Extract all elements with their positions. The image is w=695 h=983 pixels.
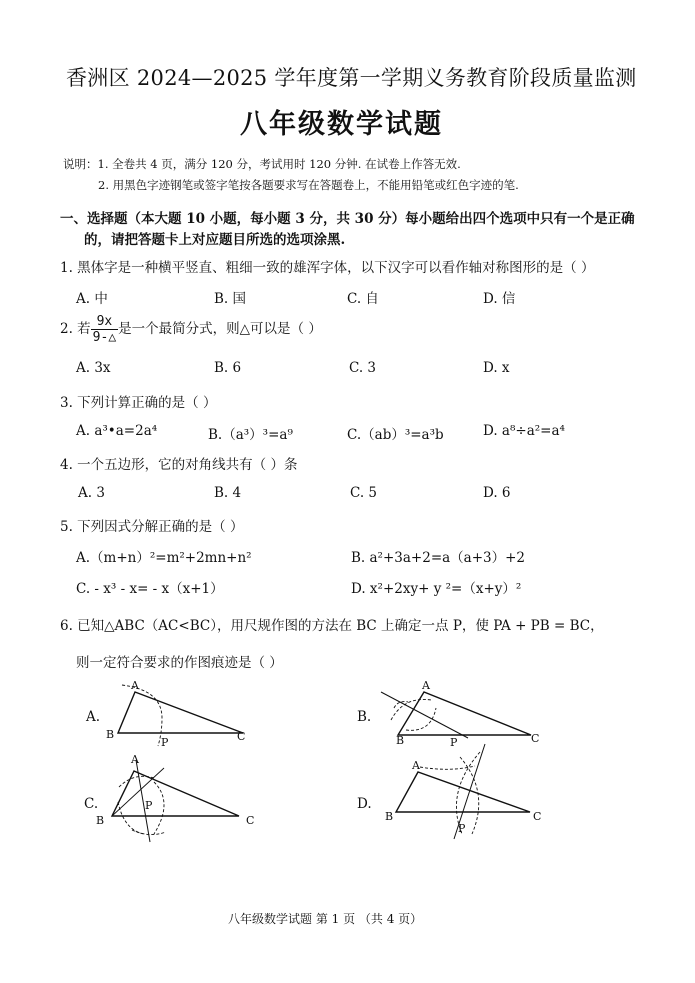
label-a: A — [422, 679, 430, 692]
instructions-line-2: 2. 用黑色字迹钢笔或签字笔按各题要求写在答题卷上，不能用铅笔或红色字迹的笔. — [98, 178, 519, 192]
question-4-option-a: A. 3 — [78, 485, 105, 501]
figure-c-construction — [94, 752, 264, 847]
compass-arc-upper — [391, 699, 431, 720]
section-heading-line-2: 的，请把答题卡上对应题目所选的选项涂黑. — [84, 232, 346, 248]
figure-b-construction — [376, 678, 546, 748]
label-c: C — [237, 730, 246, 743]
label-p: P — [458, 822, 466, 835]
question-2-fraction — [91, 314, 118, 345]
instructions-line-1: 说明：1. 全卷共 4 页，满分 120 分，考试用时 120 分钟. 在试卷上作答无效. — [63, 157, 461, 171]
question-5-stem: 5. 下列因式分解正确的是（ ） — [60, 519, 244, 535]
question-5-option-c: C. - x³ - x= - x（x+1） — [76, 581, 224, 597]
question-1-option-a: A. 中 — [76, 291, 108, 307]
question-5-option-b: B. a²+3a+2=a（a+3）+2 — [351, 550, 526, 566]
fraction-denominator: 9-△ — [92, 330, 117, 345]
figure-c-option-label: C. — [84, 796, 99, 812]
question-4-stem: 4. 一个五边形，它的对角线共有（ ）条 — [60, 457, 298, 473]
label-p: P — [450, 736, 458, 749]
question-1-option-d: D. 信 — [483, 291, 516, 307]
question-2-option-b: B. 6 — [214, 360, 242, 376]
figure-a-option-label: A. — [86, 709, 101, 725]
question-2-option-a: A. 3x — [76, 360, 111, 376]
triangle-abc — [118, 692, 243, 733]
question-4-option-b: B. 4 — [214, 485, 242, 501]
figure-d-construction — [380, 742, 550, 842]
question-6-stem-2: 则一定符合要求的作图痕迹是（ ） — [76, 655, 283, 671]
question-2-option-c: C. 3 — [349, 360, 377, 376]
question-1-option-c: C. 自 — [347, 291, 379, 307]
exam-subtitle: 八年级数学试题 — [240, 109, 443, 140]
question-3-option-d: D. a⁸÷a²=a⁴ — [483, 423, 565, 439]
label-c: C — [531, 732, 540, 745]
label-a: A — [131, 679, 139, 692]
label-b: B — [96, 814, 105, 827]
question-3-option-b: B.（a³）³=a⁹ — [208, 427, 293, 443]
question-2-suffix: 是一个最简分式，则△可以是（ ） — [118, 321, 322, 337]
compass-arc-right — [154, 782, 164, 834]
question-3-stem: 3. 下列计算正确的是（ ） — [60, 395, 217, 411]
fraction-numerator: 9x — [91, 314, 118, 330]
label-p: P — [145, 799, 153, 812]
label-b: B — [396, 734, 405, 747]
question-4-option-d: D. 6 — [483, 485, 511, 501]
triangle-abc — [112, 771, 239, 816]
question-1-stem: 1. 黑体字是一种横平竖直、粗细一致的雄浑字体，以下汉字可以看作轴对称图形的是（ ） — [60, 260, 595, 276]
exam-header-title: 香洲区 2024—2025 学年度第一学期义务教育阶段质量监测 — [66, 66, 637, 90]
question-3-option-a: A. a³•a=2a⁴ — [76, 423, 158, 439]
label-a: A — [412, 759, 420, 772]
figure-a-construction — [100, 678, 260, 748]
label-b: B — [106, 728, 115, 741]
label-a: A — [131, 753, 139, 766]
figure-b-option-label: B. — [357, 709, 372, 725]
label-c: C — [533, 810, 542, 823]
figure-d-option-label: D. — [357, 796, 372, 812]
question-3-option-c: C.（ab）³=a³b — [347, 427, 444, 443]
question-6-stem: 6. 已知△ABC（AC<BC），用尺规作图的方法在 BC 上确定一点 P，使 PA + PB = BC， — [60, 618, 604, 634]
question-2-option-d: D. x — [483, 360, 510, 376]
section-heading-line-1: 一、选择题（本大题 10 小题，每小题 3 分，共 30 分）每小题给出四个选项中只有一个是正确 — [60, 211, 635, 227]
question-1-option-b: B. 国 — [214, 291, 247, 307]
label-p: P — [161, 736, 169, 749]
label-c: C — [246, 814, 255, 827]
page-footer: 八年级数学试题 第 1 页 （共 4 页） — [228, 912, 423, 926]
label-b: B — [385, 810, 394, 823]
question-5-option-d: D. x²+2xy+ y ²=（x+y）² — [351, 581, 522, 597]
question-5-option-a: A.（m+n）²=m²+2mn+n² — [76, 550, 252, 566]
question-2-prefix: 2. 若 — [60, 321, 91, 337]
triangle-abc — [398, 692, 531, 735]
question-4-option-c: C. 5 — [350, 485, 378, 501]
question-2-stem — [60, 314, 322, 345]
